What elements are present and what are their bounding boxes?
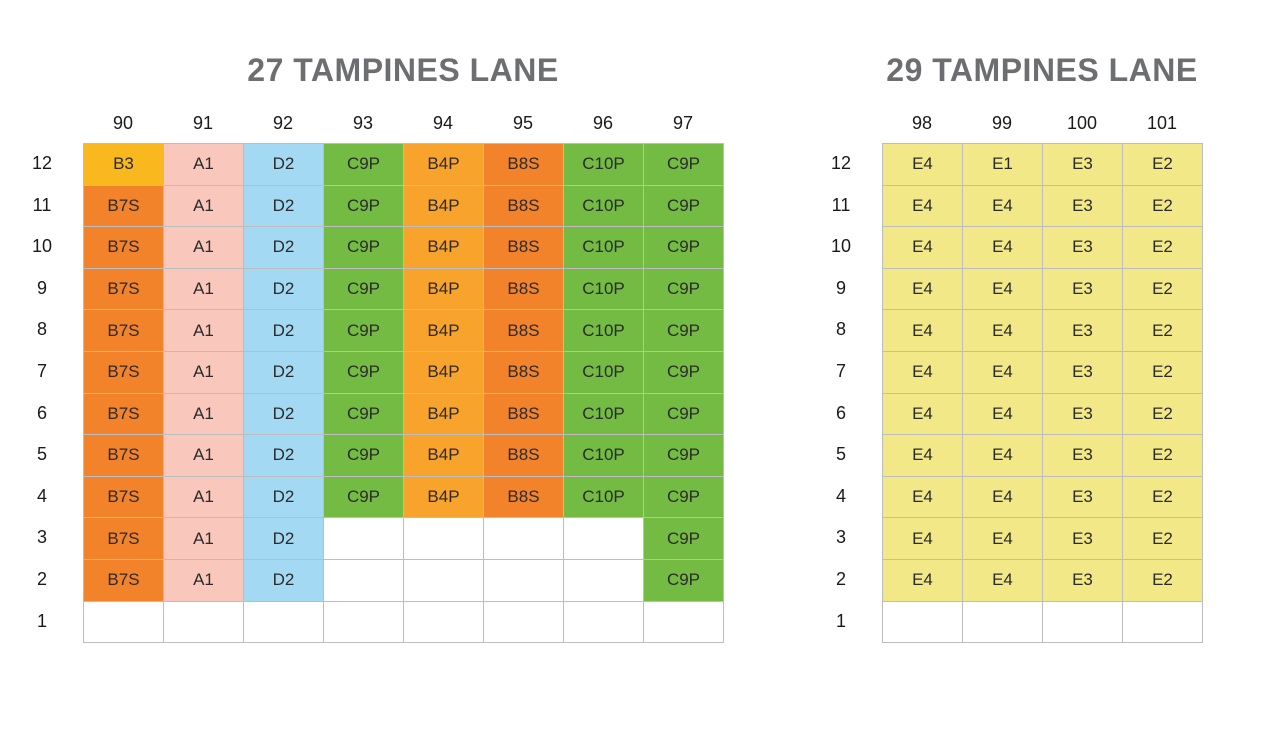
unit-cell: B4P [404, 435, 484, 477]
unit-cell: C9P [644, 560, 724, 602]
unit-cell: E2 [1123, 269, 1203, 311]
unit-cell: B8S [484, 144, 564, 186]
unit-number-label: 95 [512, 113, 534, 133]
unit-cell: B3 [84, 144, 164, 186]
unit-number-label: 92 [272, 113, 294, 133]
unit-cell: B8S [484, 394, 564, 436]
unit-cell: A1 [164, 560, 244, 602]
unit-cell: E4 [883, 310, 963, 352]
unit-cell: B8S [484, 269, 564, 311]
unit-cell: D2 [244, 560, 324, 602]
unit-cell: B4P [404, 269, 484, 311]
unit-number-label: 97 [672, 113, 694, 133]
empty-unit-cell [244, 602, 324, 644]
empty-unit-cell [404, 518, 484, 560]
floor-number-label: 1 [36, 610, 47, 631]
unit-cell: C9P [644, 310, 724, 352]
empty-unit-cell [883, 602, 963, 644]
unit-cell: E3 [1043, 144, 1123, 186]
empty-unit-cell [484, 602, 564, 644]
unit-cell: B7S [84, 227, 164, 269]
unit-cell: B8S [484, 227, 564, 269]
unit-cell: A1 [164, 435, 244, 477]
unit-cell: E2 [1123, 560, 1203, 602]
unit-cell: C9P [324, 269, 404, 311]
unit-cell: C10P [564, 269, 644, 311]
unit-cell: B4P [404, 310, 484, 352]
unit-number-label: 93 [352, 113, 374, 133]
unit-cell: E3 [1043, 269, 1123, 311]
unit-cell: B8S [484, 186, 564, 228]
unit-cell: D2 [244, 310, 324, 352]
unit-cell: E4 [883, 269, 963, 311]
floor-number-label: 5 [36, 444, 47, 465]
empty-unit-cell [324, 602, 404, 644]
floor-number-label: 3 [36, 527, 47, 548]
unit-cell: E4 [883, 394, 963, 436]
floor-number-label: 9 [835, 277, 846, 298]
unit-cell: B7S [84, 560, 164, 602]
floor-number-label: 5 [835, 444, 846, 465]
unit-cell: B8S [484, 352, 564, 394]
unit-cell: E4 [883, 435, 963, 477]
unit-cell: E4 [883, 352, 963, 394]
empty-unit-cell [404, 602, 484, 644]
floor-number-label: 2 [36, 569, 47, 589]
unit-cell: D2 [244, 144, 324, 186]
empty-unit-cell [84, 602, 164, 644]
unit-cell: D2 [244, 435, 324, 477]
empty-unit-cell [564, 602, 644, 644]
unit-cell: C10P [564, 477, 644, 519]
floor-number-label: 8 [36, 319, 47, 340]
unit-number-label: 90 [112, 113, 134, 133]
unit-cell: A1 [164, 186, 244, 228]
floor-number-label: 2 [835, 569, 846, 589]
unit-number-label: 100 [1066, 113, 1098, 133]
unit-cell: C9P [644, 269, 724, 311]
unit-cell: E3 [1043, 310, 1123, 352]
unit-cell: C9P [324, 310, 404, 352]
unit-cell: B8S [484, 435, 564, 477]
unit-cell: C10P [564, 227, 644, 269]
unit-cell: B7S [84, 352, 164, 394]
unit-cell: E2 [1123, 477, 1203, 519]
empty-unit-cell [164, 602, 244, 644]
unit-cell: E2 [1123, 186, 1203, 228]
unit-cell: C10P [564, 310, 644, 352]
unit-number-label: 98 [911, 113, 933, 133]
unit-cell: C10P [564, 352, 644, 394]
unit-cell: E2 [1123, 352, 1203, 394]
unit-cell: B4P [404, 144, 484, 186]
unit-cell: E4 [963, 435, 1043, 477]
unit-cell: E2 [1123, 227, 1203, 269]
unit-number-label: 91 [192, 113, 214, 133]
empty-unit-cell [404, 560, 484, 602]
unit-cell: B7S [84, 394, 164, 436]
unit-cell: B4P [404, 394, 484, 436]
unit-cell: A1 [164, 269, 244, 311]
unit-cell: E3 [1043, 352, 1123, 394]
unit-cell: C9P [644, 394, 724, 436]
unit-cell: E1 [963, 144, 1043, 186]
floor-number-label: 10 [31, 236, 53, 257]
unit-grid [882, 143, 1203, 643]
unit-cell: A1 [164, 477, 244, 519]
unit-cell: E4 [963, 352, 1043, 394]
unit-cell: D2 [244, 186, 324, 228]
unit-cell: C10P [564, 435, 644, 477]
empty-unit-cell [1123, 602, 1203, 644]
unit-cell: C9P [324, 352, 404, 394]
empty-unit-cell [484, 518, 564, 560]
unit-cell: B7S [84, 435, 164, 477]
unit-cell: B4P [404, 477, 484, 519]
floor-number-label: 1 [835, 610, 846, 631]
floor-number-label: 12 [830, 153, 852, 173]
floor-number-label: 11 [32, 194, 52, 215]
unit-cell: E2 [1123, 518, 1203, 560]
unit-cell: A1 [164, 310, 244, 352]
unit-cell: E4 [963, 310, 1043, 352]
unit-cell: E3 [1043, 435, 1123, 477]
unit-cell: C10P [564, 144, 644, 186]
unit-cell: D2 [244, 269, 324, 311]
unit-cell: D2 [244, 394, 324, 436]
unit-number-label: 99 [991, 113, 1013, 133]
empty-unit-cell [324, 560, 404, 602]
unit-cell: E2 [1123, 144, 1203, 186]
unit-cell: C9P [324, 435, 404, 477]
floor-number-label: 9 [36, 277, 47, 298]
unit-cell: E4 [963, 394, 1043, 436]
floor-number-label: 6 [835, 402, 846, 423]
unit-cell: B8S [484, 310, 564, 352]
unit-cell: E2 [1123, 394, 1203, 436]
empty-unit-cell [644, 602, 724, 644]
unit-cell: C9P [324, 144, 404, 186]
unit-cell: E4 [883, 518, 963, 560]
unit-cell: E3 [1043, 394, 1123, 436]
unit-cell: A1 [164, 394, 244, 436]
unit-cell: E3 [1043, 560, 1123, 602]
unit-cell: C9P [644, 352, 724, 394]
unit-cell: C9P [644, 518, 724, 560]
unit-cell: E4 [883, 227, 963, 269]
unit-cell: E3 [1043, 518, 1123, 560]
unit-cell: E4 [883, 186, 963, 228]
floor-number-label: 11 [831, 194, 851, 215]
unit-cell: C9P [324, 394, 404, 436]
unit-cell: E4 [963, 477, 1043, 519]
floor-number-label: 4 [835, 485, 846, 506]
unit-cell: C9P [324, 477, 404, 519]
floor-number-label: 4 [36, 485, 47, 506]
floor-number-label: 7 [36, 361, 47, 381]
unit-cell: E4 [963, 227, 1043, 269]
unit-cell: C9P [324, 227, 404, 269]
unit-cell: E3 [1043, 227, 1123, 269]
unit-cell: A1 [164, 352, 244, 394]
empty-unit-cell [564, 560, 644, 602]
unit-cell: C10P [564, 394, 644, 436]
unit-cell: E2 [1123, 435, 1203, 477]
block-title: 29 TAMPINES LANE [886, 52, 1198, 88]
unit-cell: E4 [963, 560, 1043, 602]
block-title: 27 TAMPINES LANE [247, 52, 559, 88]
unit-cell: B7S [84, 269, 164, 311]
unit-number-label: 101 [1146, 113, 1178, 133]
floor-number-label: 6 [36, 402, 47, 423]
unit-cell: E4 [963, 269, 1043, 311]
unit-cell: B4P [404, 186, 484, 228]
unit-cell: B7S [84, 477, 164, 519]
unit-cell: E3 [1043, 477, 1123, 519]
unit-cell: B4P [404, 352, 484, 394]
unit-cell: E4 [883, 144, 963, 186]
unit-cell: B4P [404, 227, 484, 269]
unit-cell: B8S [484, 477, 564, 519]
unit-cell: C10P [564, 186, 644, 228]
unit-cell: C9P [644, 477, 724, 519]
empty-unit-cell [324, 518, 404, 560]
floor-number-label: 3 [835, 527, 846, 548]
unit-cell: A1 [164, 227, 244, 269]
empty-unit-cell [963, 602, 1043, 644]
unit-cell: B7S [84, 310, 164, 352]
unit-cell: C9P [644, 435, 724, 477]
empty-unit-cell [1043, 602, 1123, 644]
unit-cell: A1 [164, 518, 244, 560]
unit-number-label: 96 [592, 113, 614, 133]
empty-unit-cell [484, 560, 564, 602]
floor-number-label: 7 [835, 361, 846, 381]
empty-unit-cell [564, 518, 644, 560]
unit-cell: C9P [644, 144, 724, 186]
unit-cell: D2 [244, 477, 324, 519]
unit-cell: C9P [644, 186, 724, 228]
unit-cell: C9P [644, 227, 724, 269]
unit-cell: D2 [244, 518, 324, 560]
floor-number-label: 10 [830, 236, 852, 257]
unit-cell: B7S [84, 186, 164, 228]
unit-grid [83, 143, 724, 643]
unit-cell: A1 [164, 144, 244, 186]
unit-cell: E4 [963, 186, 1043, 228]
unit-cell: B7S [84, 518, 164, 560]
unit-cell: D2 [244, 227, 324, 269]
unit-cell: E2 [1123, 310, 1203, 352]
unit-cell: D2 [244, 352, 324, 394]
unit-cell: C9P [324, 186, 404, 228]
floor-number-label: 8 [835, 319, 846, 340]
unit-cell: E4 [963, 518, 1043, 560]
unit-cell: E3 [1043, 186, 1123, 228]
unit-cell: E4 [883, 560, 963, 602]
floor-number-label: 12 [31, 153, 53, 173]
unit-cell: E4 [883, 477, 963, 519]
unit-number-label: 94 [432, 113, 454, 133]
